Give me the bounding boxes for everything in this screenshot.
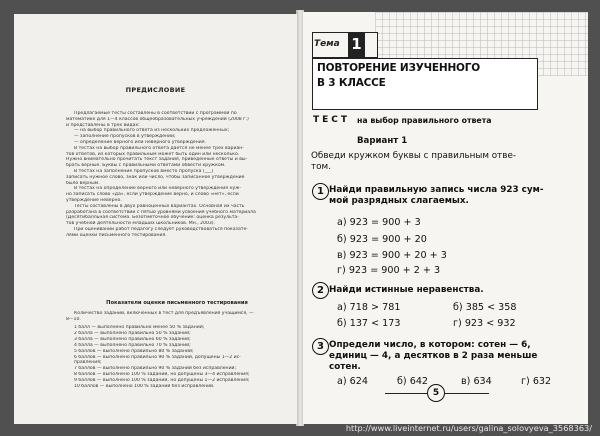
answer-option: б) 137 < 173 xyxy=(337,318,401,329)
scoring-intro-line: Количество заданий, включенных в тест для предъявления учащимся, — xyxy=(74,311,254,316)
question-text-line: Найди правильную запись числа 923 сум- xyxy=(329,185,544,195)
preface-line: Предлагаемые тесты составлены в соответствии с программой по xyxy=(74,111,237,116)
question-3-text xyxy=(329,340,585,373)
preface-text xyxy=(66,111,288,239)
tema-number: 1 xyxy=(348,32,365,57)
preface-line: было верным. xyxy=(66,180,100,186)
preface-line: утверждение неверно. xyxy=(66,197,122,203)
answer-option: г) 923 < 932 xyxy=(453,318,516,329)
scoring-intro-line: 8—10. xyxy=(66,316,81,322)
page-number-rule-left xyxy=(385,393,427,394)
left-page xyxy=(14,14,297,424)
test-subtitle: на выбор правильного ответа xyxy=(357,116,492,125)
preface-line: но записать слово «да», если утверждение верно, и слово «нет», если xyxy=(66,192,239,198)
question-text-line: единиц — 4, а десятков в 2 раза меньше xyxy=(329,351,538,361)
preface-line: Тесты составлены в двух равноценных вариантах. Основная их часть xyxy=(74,203,245,209)
instruction-text: Обведи кружком буквы с правильным отве- том. xyxy=(311,151,517,172)
answer-option: а) 923 = 900 + 3 xyxy=(337,217,421,228)
score-item: 9 баллов — выполнено 100 % заданий, но допущены 1—2 исправления; xyxy=(74,378,250,384)
score-item: 4 балла — выполнено правильно 70 % заданий; xyxy=(74,342,191,348)
scoring-intro xyxy=(66,311,288,323)
question-number-badge: 1 xyxy=(312,183,329,200)
score-item: 6 баллов — выполнено правильно 90 % заданий, допущены 1—2 ис- xyxy=(74,354,241,360)
preface-line: — определение верного или неверного утверждения. xyxy=(74,139,206,145)
preface-line: тов учебной деятельности младших школьников. Мн., 2003). xyxy=(66,221,216,227)
question-text-line: Определи число, в котором: сотен — 6, xyxy=(329,340,531,350)
right-page xyxy=(303,12,588,424)
question-text-line: Найди истинные неравенства. xyxy=(329,285,484,295)
score-item: правления; xyxy=(74,360,102,366)
score-item: 2 балла — выполнено правильно 50 % заданий; xyxy=(74,330,191,336)
question-2-text xyxy=(329,285,585,296)
answer-option: б) 642 xyxy=(397,376,429,387)
page-number-rule-right xyxy=(445,393,489,394)
preface-line: разработана в соответствии с пятью уровнями усвоения учебного материала xyxy=(66,209,256,215)
answer-option: а) 718 > 781 xyxy=(337,302,401,313)
preface-line: (Десятибалльная система. Безотметочное обучение: оценка результа- xyxy=(66,215,239,221)
preface-line: Нужно внимательно прочитать текст задания, приведенные ответы и вы- xyxy=(66,157,248,163)
preface-line: брать верные. Буквы с правильными ответами обвести кружком. xyxy=(66,163,226,169)
preface-line: записать нужное слово, знак или число, чтобы записанное утверждение xyxy=(66,174,245,180)
preface-line: математике для 1—4 классов общеобразовательных учреждений (2008 г.) xyxy=(66,116,249,122)
preface-line: В тестах на определение верного или неверного утверждения нуж- xyxy=(74,186,241,192)
score-item: 7 баллов — выполнено правильно 90 % заданий без исправлений; xyxy=(74,366,237,372)
preface-line: лями оценки письменного тестирования. xyxy=(66,232,167,238)
answer-option: а) 624 xyxy=(337,376,368,387)
score-item: 5 баллов — выполнено правильно 80 % заданий; xyxy=(74,348,194,354)
preface-line: и представлены в трех видах: xyxy=(66,122,140,128)
score-item: 10 баллов — выполнено 100 % заданий без исправлений. xyxy=(74,384,215,390)
question-text-line: мой разрядных слагаемых. xyxy=(329,196,469,206)
question-text-line: сотен. xyxy=(329,362,361,372)
answer-option: б) 923 = 900 + 20 xyxy=(337,234,427,245)
preface-line: При оценивании работ педагогу следует руководствоваться показате- xyxy=(74,226,248,232)
preface-line: тов ответов, из которых правильным может быть один или несколько. xyxy=(66,151,240,157)
preface-line: В тестах на заполнение пропусков вместо пропуска (___) xyxy=(74,168,214,174)
answer-option: в) 634 xyxy=(461,376,492,387)
scoring-title: Показатели оценки письменного тестирования xyxy=(106,300,248,306)
preface-line: В тестах на выбор правильного ответа дается не менее трех вариан- xyxy=(74,145,244,151)
question-number-badge: 2 xyxy=(312,282,329,299)
scores-list xyxy=(74,325,288,390)
preface-line: — на выбор правильного ответа из нескольких предложенных; xyxy=(74,128,230,134)
topic-title-line1: ПОВТОРЕНИЕ ИЗУЧЕННОГО xyxy=(317,62,480,74)
preface-line: — заполнение пропусков в утверждении; xyxy=(74,134,176,140)
question-number-badge: 3 xyxy=(312,338,329,355)
score-item: 1 балл — выполнено правильно менее 50 % заданий; xyxy=(74,325,205,330)
answer-option: г) 632 xyxy=(521,376,552,387)
score-item: 8 баллов — выполнено 100 % заданий, но допущены 3—4 исправления; xyxy=(74,372,250,378)
topic-title-line2: В 3 КЛАССЕ xyxy=(317,77,386,89)
page-number: 5 xyxy=(427,384,445,402)
tema-label: Тема xyxy=(314,39,340,49)
source-watermark: http://www.liveinternet.ru/users/galina_solovyeva_3568363/ xyxy=(345,423,592,433)
preface-title: ПРЕДИСЛОВИЕ xyxy=(125,86,186,94)
score-item: 3 балла — выполнено правильно 60 % заданий; xyxy=(74,336,191,342)
answer-option: в) 923 = 900 + 20 + 3 xyxy=(337,250,447,261)
question-1-text xyxy=(329,185,585,207)
variant-label: Вариант 1 xyxy=(357,136,408,146)
answer-option: б) 385 < 358 xyxy=(453,302,517,313)
test-heading: ТЕСТ xyxy=(313,115,351,125)
answer-option: г) 923 = 900 + 2 + 3 xyxy=(337,265,441,276)
